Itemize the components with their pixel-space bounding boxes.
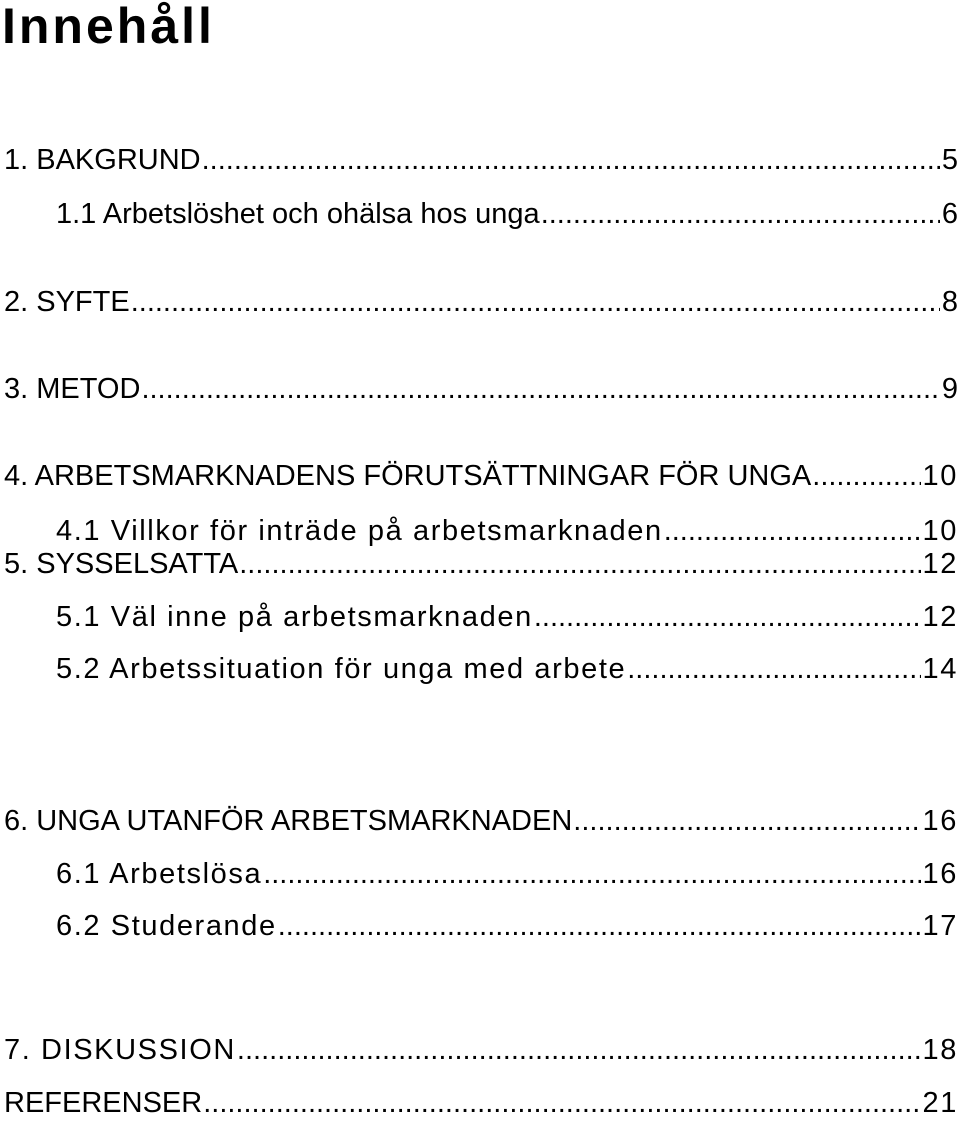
toc-entry-label: 1.1 Arbetslöshet och ohälsa hos unga	[56, 198, 540, 230]
toc-page-number: 10	[922, 460, 958, 492]
dot-leader	[664, 513, 921, 549]
dot-leader	[202, 142, 940, 178]
dot-leader	[534, 599, 921, 635]
dot-leader	[573, 803, 920, 839]
toc-entry-diskussion[interactable]	[4, 1032, 958, 1070]
toc-page-number: 9	[941, 373, 958, 405]
dot-leader	[627, 651, 920, 687]
toc-entry-arbetsloshet-och-ohalsa[interactable]	[56, 196, 958, 234]
toc-entry-label: 6. UNGA UTANFÖR ARBETSMARKNADEN	[4, 805, 573, 837]
toc-page-number: 12	[922, 601, 958, 633]
toc-entry-sysselsatta[interactable]	[4, 546, 958, 584]
toc-entry-unga-utanfor[interactable]	[4, 803, 958, 841]
toc-entry-label: 5. SYSSELSATTA	[4, 548, 239, 580]
toc-entry-arbetslosa[interactable]	[56, 856, 958, 894]
toc-page-number: 6	[941, 198, 958, 230]
toc-entry-label: 7. DISKUSSION	[4, 1034, 236, 1066]
toc-entry-bakgrund[interactable]	[4, 142, 958, 180]
dot-leader	[203, 1085, 920, 1121]
toc-entry-syfte[interactable]	[4, 284, 958, 322]
dot-leader	[131, 284, 940, 320]
toc-entry-arbetsmarknadens-forutsattningar[interactable]	[4, 458, 958, 496]
toc-entry-val-inne-pa-arbetsmarknaden[interactable]	[56, 599, 958, 637]
dot-leader	[541, 196, 940, 232]
toc-entry-referenser[interactable]	[4, 1085, 958, 1123]
toc-page-number: 21	[922, 1087, 958, 1119]
toc-entry-label: 4. ARBETSMARKNADENS FÖRUTSÄTTNINGAR FÖR UNGA	[4, 460, 812, 492]
dot-leader	[237, 1032, 921, 1068]
toc-entry-label: 6.2 Studerande	[56, 910, 277, 942]
toc-entry-label: 6.1 Arbetslösa	[56, 858, 263, 890]
toc-page-number: 12	[922, 548, 958, 580]
dot-leader	[278, 908, 921, 944]
toc-entry-label: 4.1 Villkor för inträde på arbetsmarknaden	[56, 515, 663, 547]
toc-page-number: 10	[922, 515, 958, 547]
toc-entry-label: 5.2 Arbetssituation för unga med arbete	[56, 653, 627, 685]
toc-page-number: 16	[922, 858, 958, 890]
toc-entry-arbetssituation[interactable]	[56, 651, 958, 689]
dot-leader	[239, 546, 920, 582]
toc-page-number: 5	[941, 144, 958, 176]
toc-entry-metod[interactable]	[4, 371, 958, 409]
toc-entry-label: 1. BAKGRUND	[4, 144, 201, 176]
toc-entry-label: REFERENSER	[4, 1087, 203, 1119]
toc-entry-studerande[interactable]	[56, 908, 958, 946]
dot-leader	[141, 371, 939, 407]
toc-page-number: 8	[941, 286, 958, 318]
toc-page-number: 17	[922, 910, 958, 942]
toc-page-number: 16	[922, 805, 958, 837]
toc-page-number: 14	[922, 653, 958, 685]
page-title: Innehåll	[2, 0, 215, 54]
toc-entry-label: 3. METOD	[4, 373, 141, 405]
toc-entry-label: 5.1 Väl inne på arbetsmarknaden	[56, 601, 533, 633]
toc-entry-label: 2. SYFTE	[4, 286, 130, 318]
toc-page-number: 18	[922, 1034, 958, 1066]
dot-leader	[812, 458, 920, 494]
dot-leader	[263, 856, 920, 892]
